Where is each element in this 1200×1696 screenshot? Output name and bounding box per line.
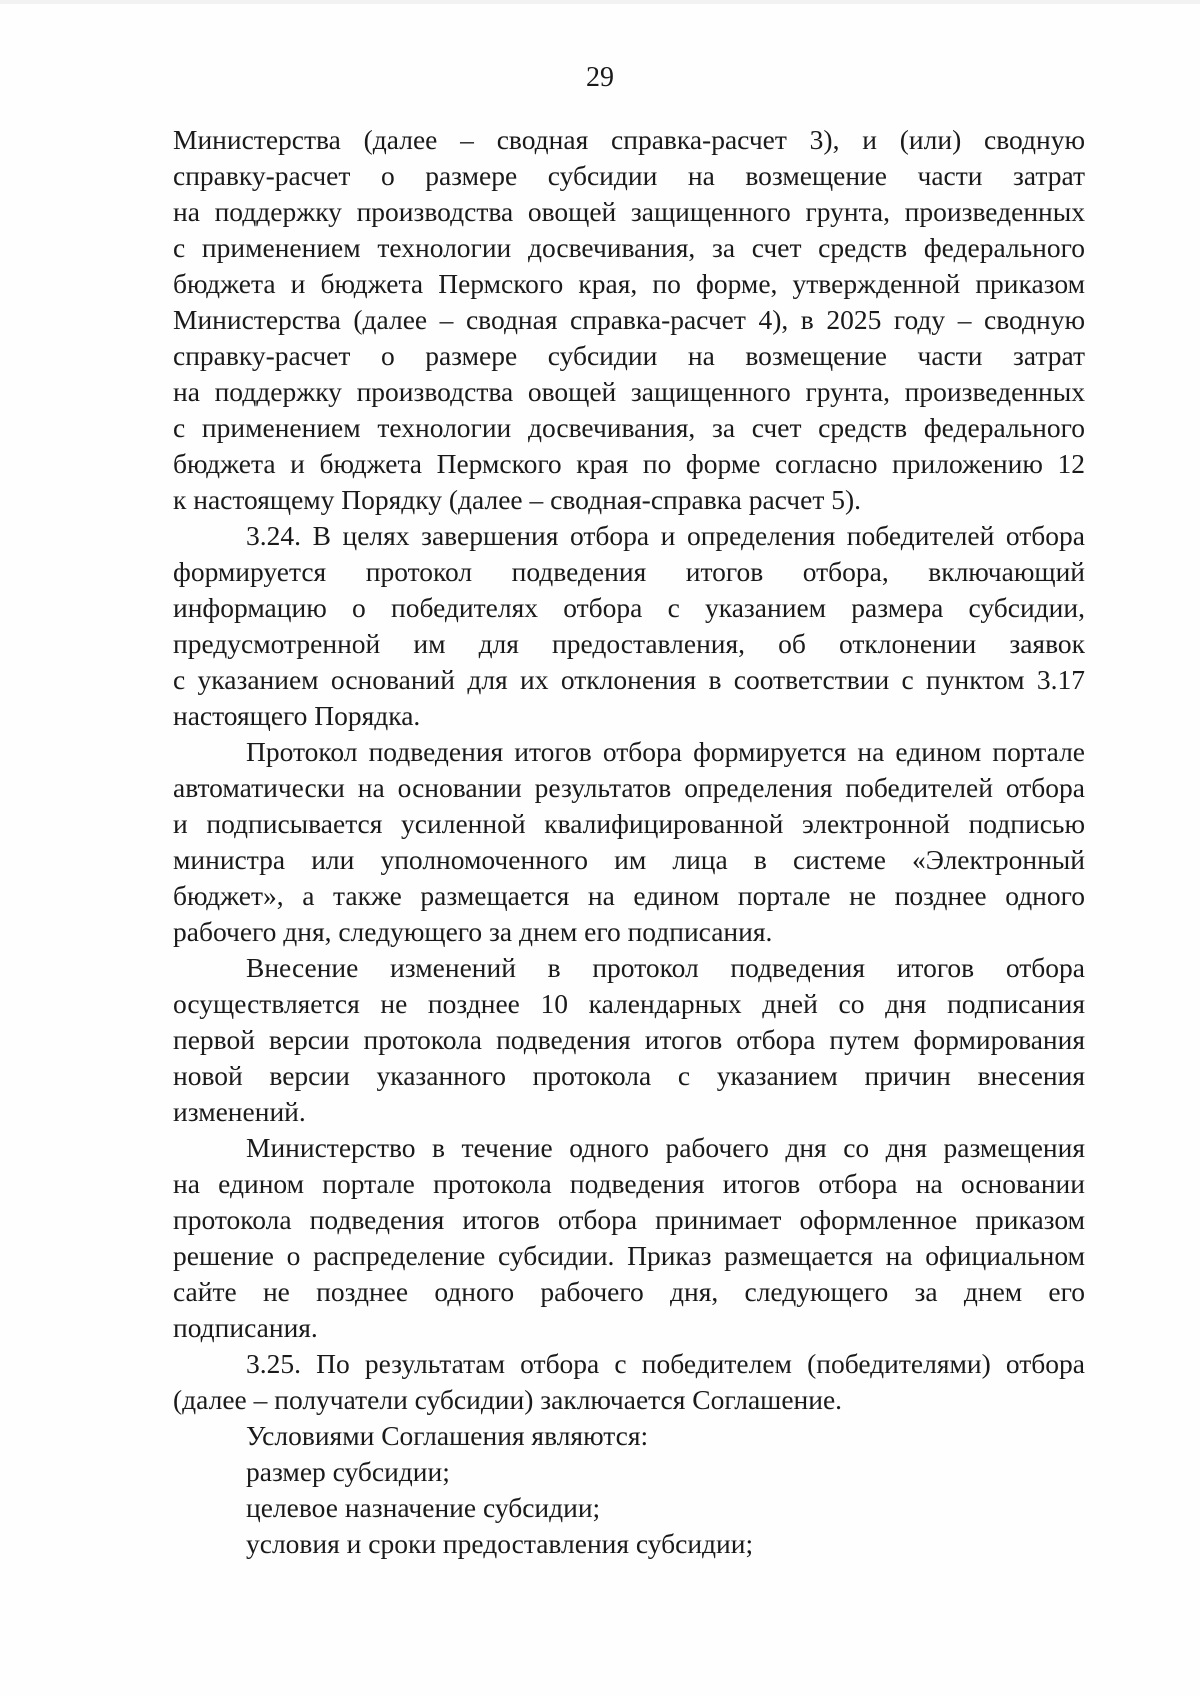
paragraph-changes	[173, 950, 1085, 1130]
list-item: условия и сроки предоставления субсидии;	[246, 1528, 754, 1559]
text-line: Внесение изменений в протокол подведения итогов отбора	[246, 952, 1085, 983]
text-line: и подписывается усиленной квалифицированной электронной подписью	[173, 808, 1085, 839]
text-line: справку-расчет о размере субсидии на возмещение части затрат	[173, 160, 1085, 191]
paragraph-ministry	[173, 1130, 1085, 1346]
text-line: на поддержку производства овощей защищенного грунта, произведенных	[173, 196, 1085, 227]
text-line: на едином портале протокола подведения итогов отбора на основании	[173, 1168, 1085, 1199]
text-line: на поддержку производства овощей защищенного грунта, произведенных	[173, 376, 1085, 407]
text-line: 3.25. По результатам отбора с победителем (победителями) отбора	[246, 1348, 1085, 1379]
list-intro: Условиями Соглашения являются:	[246, 1420, 649, 1451]
text-line: первой версии протокола подведения итогов отбора путем формирования	[173, 1024, 1085, 1055]
text-line: автоматически на основании результатов определения победителей отбора	[173, 772, 1085, 803]
text-line: изменений.	[173, 1096, 306, 1127]
text-line: Министерство в течение одного рабочего дня со дня размещения	[246, 1132, 1085, 1163]
text-line: Министерства (далее – сводная справка-расчет 3), и (или) сводную	[173, 124, 1085, 155]
text-line: к настоящему Порядку (далее – сводная-справка расчет 5).	[173, 484, 862, 515]
text-line: подписания.	[173, 1312, 318, 1343]
document-body	[173, 122, 1085, 1562]
text-line: министра или уполномоченного им лица в системе «Электронный	[173, 844, 1085, 875]
text-line: с применением технологии досвечивания, за счет средств федерального	[173, 412, 1085, 443]
text-line: бюджета и бюджета Пермского края по форме согласно приложению 12	[173, 448, 1085, 479]
paragraph-protocol	[173, 734, 1085, 950]
page-number: 29	[586, 62, 614, 93]
text-line: решение о распределение субсидии. Приказ размещается на официальном	[173, 1240, 1085, 1271]
text-line: (далее – получатели субсидии) заключается Соглашение.	[173, 1384, 843, 1415]
text-line: информацию о победителях отбора с указанием размера субсидии,	[173, 592, 1085, 623]
text-line: новой версии указанного протокола с указанием причин внесения	[173, 1060, 1085, 1091]
list-item: целевое назначение субсидии;	[246, 1492, 601, 1523]
paragraph-3-24	[173, 518, 1085, 734]
scan-edge	[0, 0, 1200, 4]
text-line: рабочего дня, следующего за днем его подписания.	[173, 916, 773, 947]
list-item: размер субсидии;	[246, 1456, 450, 1487]
paragraph-3-25	[173, 1346, 1085, 1418]
text-line: Министерства (далее – сводная справка-расчет 4), в 2025 году – сводную	[173, 304, 1085, 335]
text-line: 3.24. В целях завершения отбора и определения победителей отбора	[246, 520, 1085, 551]
text-line: настоящего Порядка.	[173, 700, 421, 731]
text-line: бюджет», а также размещается на едином портале не позднее одного	[173, 880, 1085, 911]
text-line: бюджета и бюджета Пермского края, по форме, утвержденной приказом	[173, 268, 1085, 299]
text-line: протокола подведения итогов отбора принимает оформленное приказом	[173, 1204, 1085, 1235]
text-line: предусмотренной им для предоставления, об отклонении заявок	[173, 628, 1085, 659]
text-line: Протокол подведения итогов отбора формируется на едином портале	[246, 736, 1085, 767]
text-line: сайте не позднее одного рабочего дня, следующего за днем его	[173, 1276, 1085, 1307]
paragraph-continuation	[173, 122, 1085, 518]
text-line: справку-расчет о размере субсидии на возмещение части затрат	[173, 340, 1085, 371]
text-line: с указанием оснований для их отклонения в соответствии с пунктом 3.17	[173, 664, 1085, 695]
text-line: формируется протокол подведения итогов отбора, включающий	[173, 556, 1085, 587]
text-line: с применением технологии досвечивания, за счет средств федерального	[173, 232, 1085, 263]
text-line: осуществляется не позднее 10 календарных дней со дня подписания	[173, 988, 1085, 1019]
